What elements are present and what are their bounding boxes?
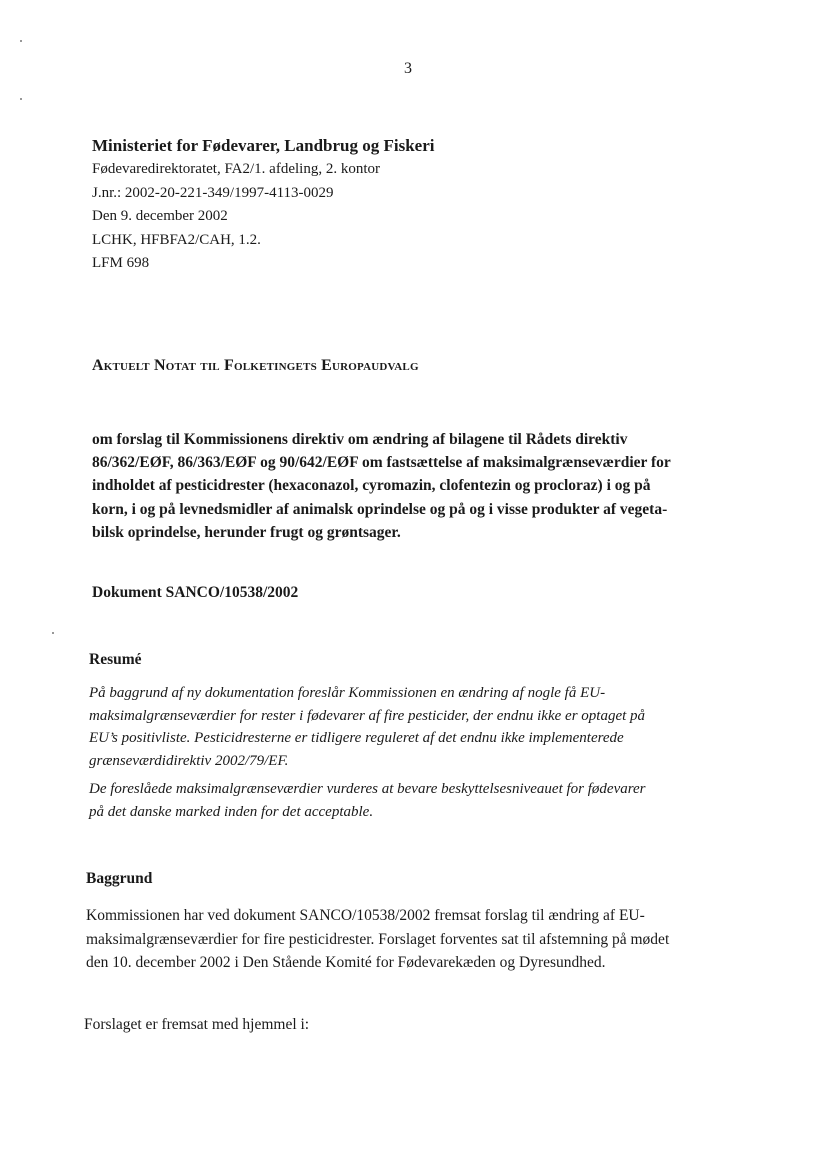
proposal-line: 86/362/EØF, 86/363/EØF og 90/642/EØF om fastsættelse af maksimalgrænseværdier for [92,454,671,472]
resume-line: på det danske marked inden for det acceptable. [89,803,374,820]
resume-paragraph [89,682,729,772]
resume-paragraph [89,778,729,823]
header-line: LCHK, HFBFA2/CAH, 1.2. [92,231,261,248]
resume-line: De foreslåede maksimalgrænseværdier vurderes at bevare beskyttelsesniveauet for fødevarer [89,781,646,797]
header-line: Fødevaredirektoratet, FA2/1. afdeling, 2. kontor [92,161,380,177]
resume-body [89,682,729,829]
page-number: 3 [404,60,412,77]
notat-title: Aktuelt Notat til Folketingets Europaudvalg [92,357,419,374]
baggrund-body [86,904,736,975]
proposal-line: indholdet af pesticidrester (hexaconazol, cyromazin, clofentezin og procloraz) i og på [92,477,651,495]
document-reference: Dokument SANCO/10538/2002 [92,584,299,601]
proposal-line: korn, i og på levnedsmidler af animalsk oprindelse og på og i visse produkter af vegeta- [92,500,668,518]
scan-mark [20,98,22,100]
header-line: LFM 698 [92,255,150,271]
proposal-subject [92,428,732,544]
baggrund-heading: Baggrund [86,870,153,887]
ministry-name: Ministeriet for Fødevarer, Landbrug og Fiskeri [92,136,435,155]
hjemmel-text: Forslaget er fremsat med hjemmel i: [84,1016,310,1033]
header-line: Den 9. december 2002 [92,208,228,224]
letterhead [92,134,732,276]
resume-line: maksimalgrænseværdier for rester i fødevarer af fire pesticider, der endnu ikke er optaget på [89,707,646,724]
baggrund-line: den 10. december 2002 i Den Stående Komité for Fødevarekæden og Dyresundhed. [86,954,606,971]
resume-line: EU’s positivliste. Pesticidresterne er tidligere reguleret af det endnu ikke implementerede [89,730,624,746]
resume-line: grænseværdidirektiv 2002/79/EF. [89,752,289,769]
baggrund-line: maksimalgrænseværdier for fire pesticidrester. Forslaget forventes sat til afstemning på mødet [86,930,670,948]
header-line: J.nr.: 2002-20-221-349/1997-4113-0029 [92,184,334,201]
scan-mark [20,40,22,42]
resume-line: På baggrund af ny dokumentation foreslår Kommissionen en ændring af nogle få EU- [89,685,606,701]
proposal-line: om forslag til Kommissionens direktiv om ændring af bilagene til Rådets direktiv [92,431,628,448]
scan-mark [52,632,54,634]
resume-heading: Resumé [89,651,142,668]
baggrund-line: Kommissionen har ved dokument SANCO/10538/2002 fremsat forslag til ændring af EU- [86,907,645,924]
proposal-line: bilsk oprindelse, herunder frugt og grøntsager. [92,523,401,541]
